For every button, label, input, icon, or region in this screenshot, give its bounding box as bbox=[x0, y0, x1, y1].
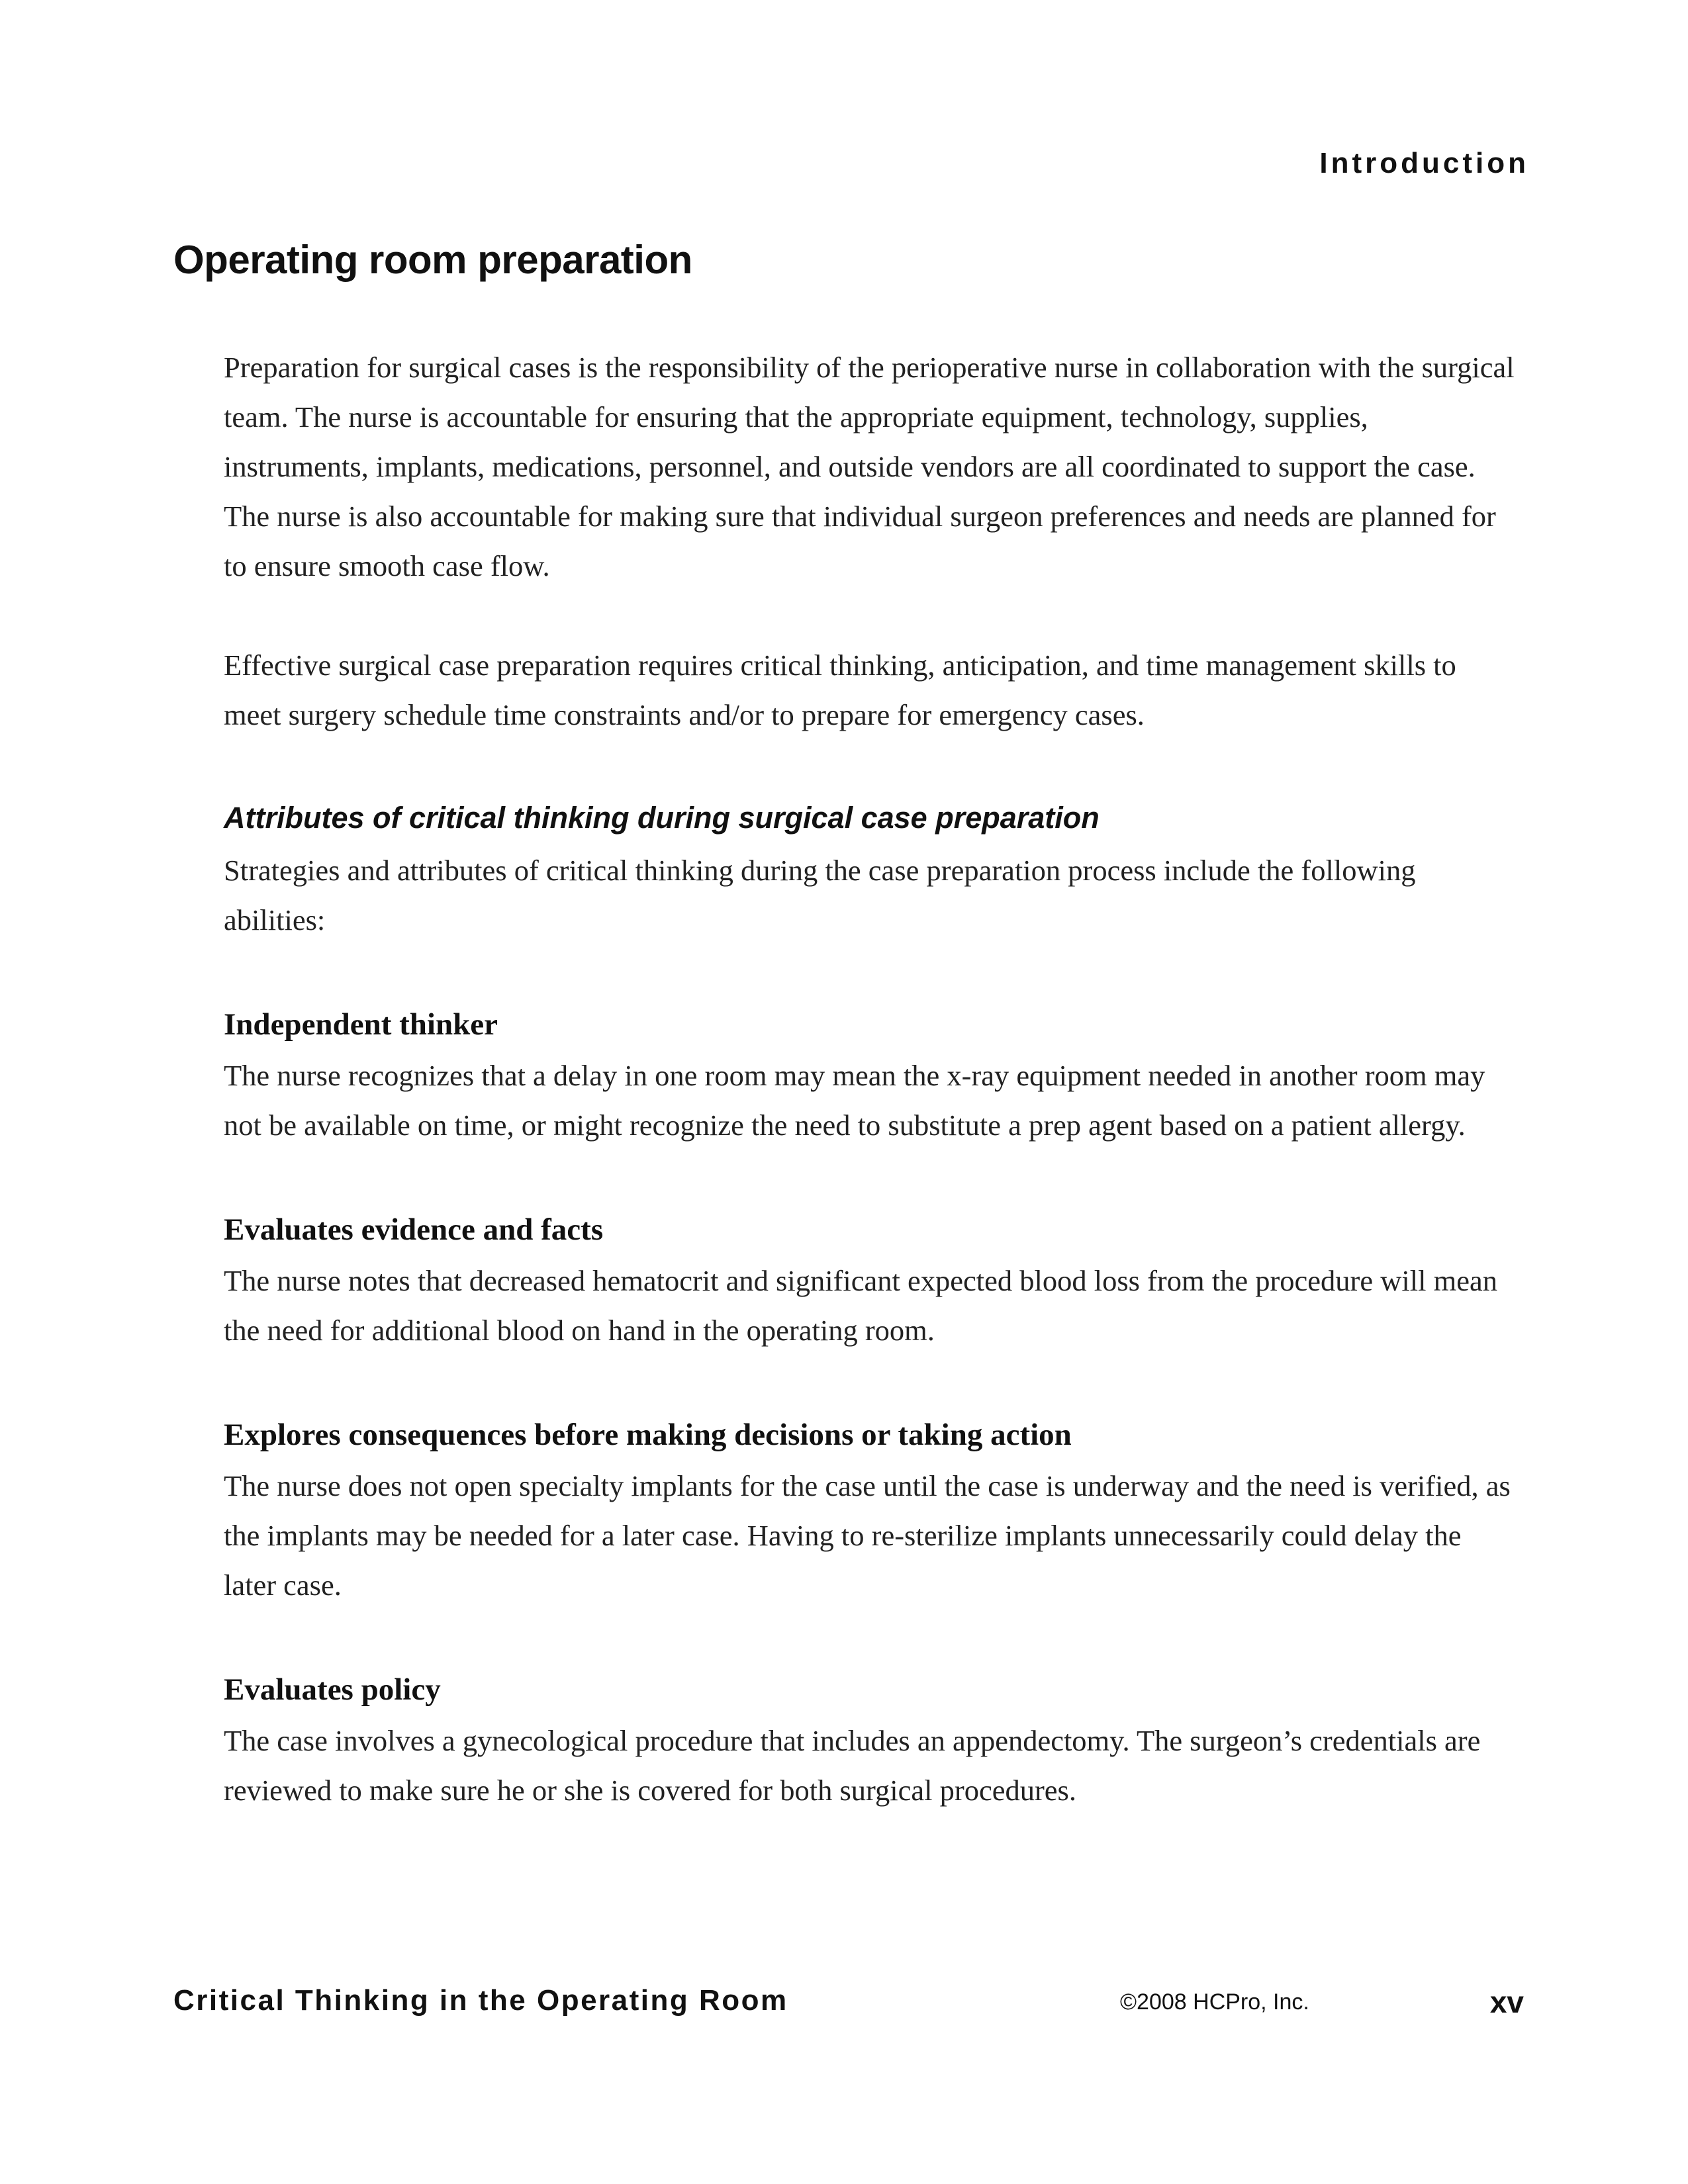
subsection-heading-independent-thinker: Independent thinker bbox=[224, 1007, 498, 1042]
intro-paragraph: Effective surgical case preparation requires critical thinking, anticipation, and time management skills to meet surgery schedule time constraints and/or to prepare for emergency cases. bbox=[224, 649, 1456, 731]
subsection-heading-evaluates-evidence: Evaluates evidence and facts bbox=[224, 1212, 604, 1247]
attributes-heading: Attributes of critical thinking during surgical case preparation bbox=[224, 801, 1100, 835]
page-title: Operating room preparation bbox=[173, 238, 692, 282]
subsection-heading-evaluates-policy: Evaluates policy bbox=[224, 1672, 441, 1707]
subsection-text: The case involves a gynecological procedure that includes an appendectomy. The surgeon’s credentials are reviewed to make sure he or she is covered for both surgical procedures. bbox=[224, 1724, 1481, 1807]
running-head: Introduction bbox=[1319, 147, 1529, 179]
page-number: xv bbox=[1489, 1985, 1524, 2019]
body-content bbox=[224, 343, 1515, 1815]
subsection-text: The nurse recognizes that a delay in one room may mean the x-ray equipment needed in another room may not be available on time, or might recognize the need to substitute a prep agent based on a patient allergy. bbox=[224, 1059, 1485, 1142]
page-footer bbox=[173, 1984, 1524, 2030]
footer-copyright: ©2008 HCPro, Inc. bbox=[1120, 1989, 1309, 2015]
subsection-text: The nurse does not open specialty implants for the case until the case is underway and the need is verified, as the implants may be needed for a later case. Having to re-sterilize implants unnecessarily could delay the later case. bbox=[224, 1469, 1511, 1602]
subsection-heading-explores-consequences: Explores consequences before making decisions or taking action bbox=[224, 1418, 1072, 1452]
attributes-intro: Strategies and attributes of critical thinking during the case preparation process include the following abilities: bbox=[224, 854, 1416, 936]
subsection-text: The nurse notes that decreased hematocrit and significant expected blood loss from the procedure will mean the need for additional blood on hand in the operating room. bbox=[224, 1264, 1497, 1347]
intro-paragraph: Preparation for surgical cases is the responsibility of the perioperative nurse in collaboration with the surgical team. The nurse is accountable for ensuring that the appropriate equipment, technology, supplies, instruments, implants, medications, personnel, and outside vendors are all coordinated to support the case. The nurse is also accountable for making sure that individual surgeon preferences and needs are planned for to ensure smooth case flow. bbox=[224, 351, 1515, 582]
footer-book-title: Critical Thinking in the Operating Room bbox=[173, 1984, 788, 2017]
